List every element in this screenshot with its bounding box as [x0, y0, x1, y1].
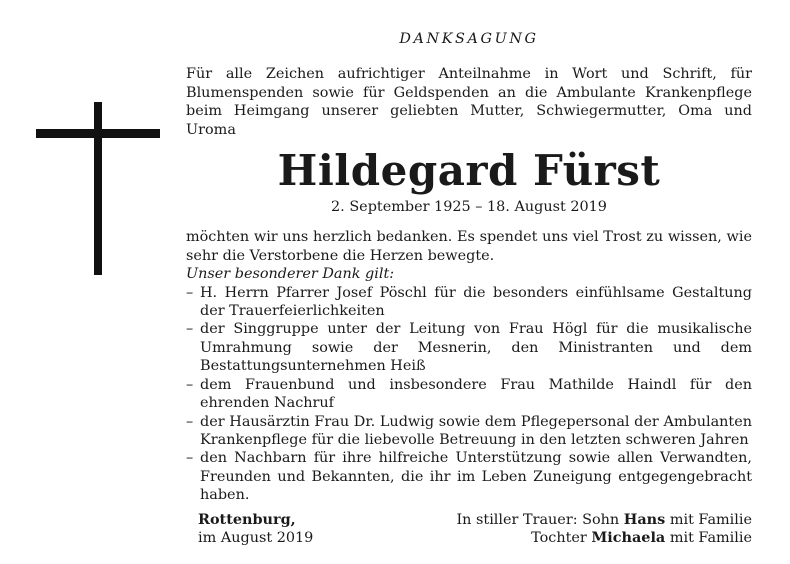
mourner-name: Hans — [623, 510, 666, 528]
dash-bullet: – — [186, 284, 194, 301]
intro-paragraph: Für alle Zeichen aufrichtiger Anteilnahme in Wort und Schrift, für Blumenspenden sowie für Geldspenden an die Ambulante Krankenpflege beim Heimgang unserer geliebten Mutter, Schwiegermutter, Oma und Uroma — [186, 66, 752, 138]
list-item-text: der Singgruppe unter der Leitung von Frau Högl für die musikalische Umrahmung sowie der Mesnerin, den Ministranten und dem Bestattungsunternehmen Heiß — [200, 321, 752, 375]
mourner-line-daughter — [531, 529, 752, 547]
place-label: Rottenburg, — [198, 510, 296, 528]
date-line: im August 2019 — [198, 529, 314, 546]
mourner-prefix: In stiller Trauer: Sohn — [456, 511, 624, 528]
cross-vertical-bar — [94, 102, 102, 275]
dash-bullet: – — [186, 450, 194, 467]
list-item — [186, 413, 752, 450]
dash-bullet: – — [186, 376, 194, 393]
thanks-list — [186, 284, 752, 505]
mourner-suffix: mit Familie — [665, 529, 752, 546]
mourner-suffix: mit Familie — [665, 511, 752, 528]
deceased-name: Hildegard Fürst — [277, 146, 661, 196]
list-item — [186, 449, 752, 504]
list-item — [186, 376, 752, 413]
thanks-paragraph: möchten wir uns herzlich bedanken. Es spendet uns viel Trost zu wissen, wie sehr die Verstorbene die Herzen bewegte. — [186, 229, 752, 264]
list-item-text: H. Herrn Pfarrer Josef Pöschl für die besonders einfühlsame Gestaltung der Trauerfeierlichkeiten — [200, 284, 752, 320]
mourner-prefix: Tochter — [531, 529, 592, 546]
list-item — [186, 284, 752, 321]
special-thanks-heading: Unser besonderer Dank gilt: — [186, 266, 395, 283]
mourner-name: Michaela — [591, 528, 666, 546]
list-item-text: der Hausärztin Frau Dr. Ludwig sowie dem Pflegepersonal der Ambulanten Krankenpflege für die liebevolle Betreuung in den letzten schweren Jahren — [200, 413, 752, 448]
signature-block — [186, 511, 752, 549]
notice-heading: DANKSAGUNG — [399, 31, 539, 47]
list-item — [186, 320, 752, 375]
list-item-text: dem Frauenbund und insbesondere Frau Mathilde Haindl für den ehrenden Nachruf — [200, 376, 752, 412]
mourner-line-son — [457, 511, 753, 529]
cross-horizontal-bar — [36, 129, 160, 138]
list-item-text: den Nachbarn für ihre hilfreiche Unterstützung sowie allen Verwandten, Freunden und Bekannten, die ihr im Leben Zuneigung entgegengebracht haben. — [200, 450, 752, 504]
notice-body — [186, 30, 752, 549]
life-dates: 2. September 1925 – 18. August 2019 — [331, 199, 607, 216]
dash-bullet: – — [186, 321, 194, 338]
dash-bullet: – — [186, 413, 194, 430]
